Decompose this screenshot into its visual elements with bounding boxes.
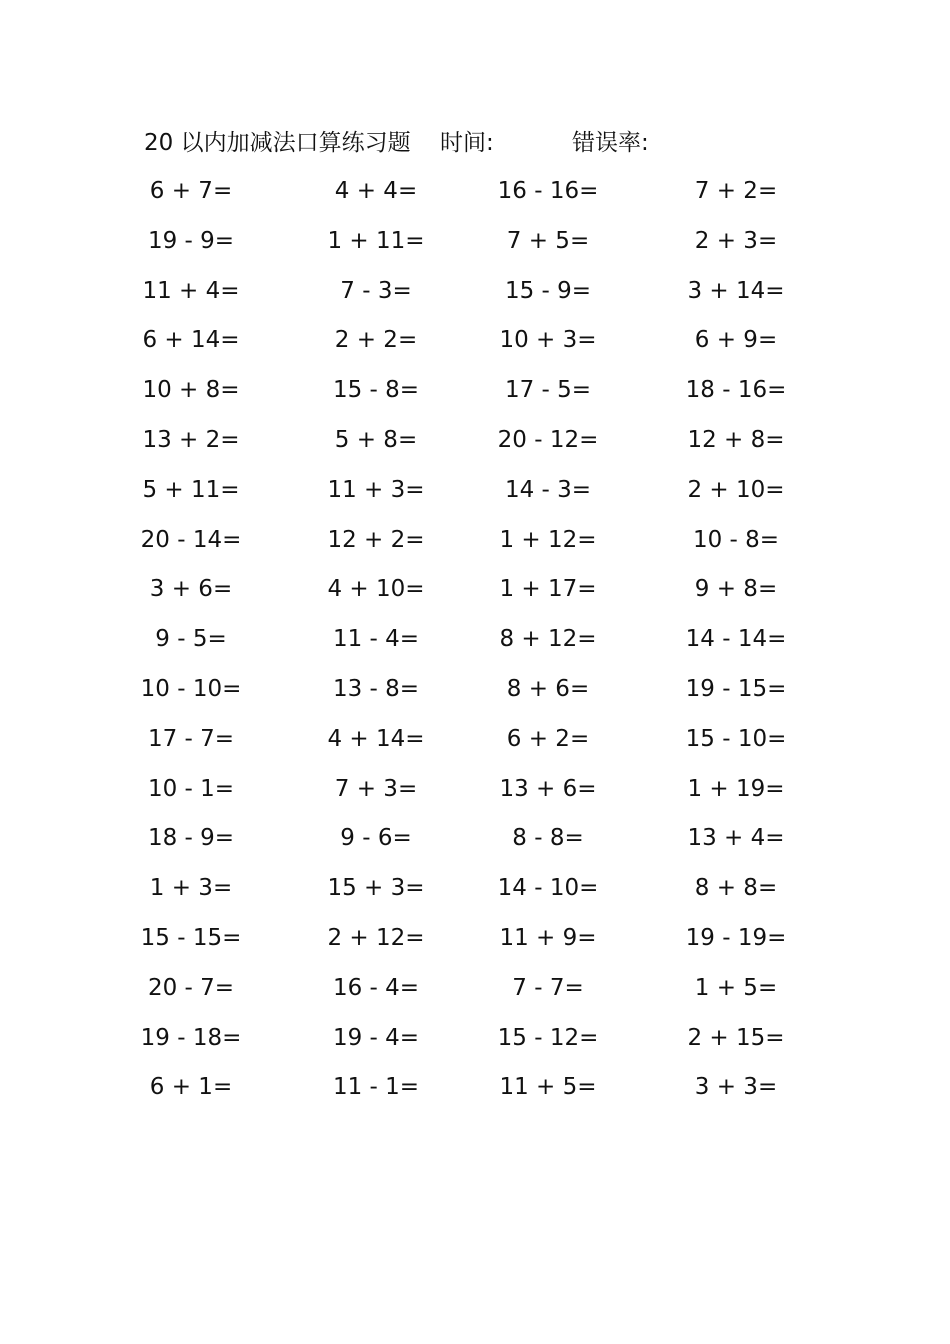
problem-r14-c1: 18 - 9= [147, 825, 235, 851]
problem-r8-c4: 10 - 8= [692, 527, 780, 553]
time-label: 时间: [440, 130, 494, 156]
problem-r5-c3: 17 - 5= [504, 377, 592, 403]
problem-r1-c3: 16 - 16= [497, 178, 599, 204]
problem-r2-c4: 2 + 3= [694, 228, 778, 254]
problem-r14-c3: 8 - 8= [512, 825, 584, 851]
problem-r1-c4: 7 + 2= [694, 178, 778, 204]
problem-r9-c3: 1 + 17= [499, 576, 597, 602]
problem-r17-c2: 16 - 4= [332, 975, 420, 1001]
problem-r10-c2: 11 - 4= [332, 626, 420, 652]
problem-r5-c4: 18 - 16= [685, 377, 787, 403]
problem-r10-c3: 8 + 12= [499, 626, 597, 652]
problem-r9-c1: 3 + 6= [149, 576, 233, 602]
problem-r13-c1: 10 - 1= [147, 776, 235, 802]
problem-r8-c2: 12 + 2= [327, 527, 425, 553]
problem-r8-c1: 20 - 14= [140, 527, 242, 553]
problem-r2-c1: 19 - 9= [147, 228, 235, 254]
problem-r19-c1: 6 + 1= [149, 1074, 233, 1100]
problem-r3-c1: 11 + 4= [142, 278, 240, 304]
problem-r7-c1: 5 + 11= [142, 477, 240, 503]
problem-r16-c3: 11 + 9= [499, 925, 597, 951]
problem-r12-c3: 6 + 2= [506, 726, 590, 752]
problem-r14-c4: 13 + 4= [687, 825, 785, 851]
problem-r7-c4: 2 + 10= [687, 477, 785, 503]
worksheet-title: 20 以内加减法口算练习题 [144, 130, 411, 156]
problem-r19-c4: 3 + 3= [694, 1074, 778, 1100]
problem-r18-c4: 2 + 15= [687, 1025, 785, 1051]
problem-r11-c4: 19 - 15= [685, 676, 787, 702]
problem-r10-c4: 14 - 14= [685, 626, 787, 652]
problem-r1-c1: 6 + 7= [149, 178, 233, 204]
problem-r2-c2: 1 + 11= [327, 228, 425, 254]
error-rate-label: 错误率: [572, 130, 649, 156]
problem-r12-c4: 15 - 10= [685, 726, 787, 752]
problem-r13-c3: 13 + 6= [499, 776, 597, 802]
problem-r4-c3: 10 + 3= [499, 327, 597, 353]
problem-r13-c4: 1 + 19= [687, 776, 785, 802]
problem-r4-c4: 6 + 9= [694, 327, 778, 353]
problem-r4-c2: 2 + 2= [334, 327, 418, 353]
problem-r16-c1: 15 - 15= [140, 925, 242, 951]
problem-r5-c2: 15 - 8= [332, 377, 420, 403]
problem-r3-c4: 3 + 14= [687, 278, 785, 304]
problem-r17-c3: 7 - 7= [512, 975, 584, 1001]
problem-r8-c3: 1 + 12= [499, 527, 597, 553]
problem-r11-c1: 10 - 10= [140, 676, 242, 702]
problem-r5-c1: 10 + 8= [142, 377, 240, 403]
problem-r6-c2: 5 + 8= [334, 427, 418, 453]
problem-r3-c2: 7 - 3= [340, 278, 412, 304]
problem-r1-c2: 4 + 4= [334, 178, 418, 204]
problem-r9-c4: 9 + 8= [694, 576, 778, 602]
problem-r9-c2: 4 + 10= [327, 576, 425, 602]
problem-r2-c3: 7 + 5= [506, 228, 590, 254]
problem-r14-c2: 9 - 6= [340, 825, 412, 851]
problem-r13-c2: 7 + 3= [334, 776, 418, 802]
problem-r19-c2: 11 - 1= [332, 1074, 420, 1100]
problem-r17-c4: 1 + 5= [694, 975, 778, 1001]
problem-r15-c3: 14 - 10= [497, 875, 599, 901]
problem-r15-c2: 15 + 3= [327, 875, 425, 901]
problem-r6-c4: 12 + 8= [687, 427, 785, 453]
problem-r6-c1: 13 + 2= [142, 427, 240, 453]
problem-r3-c3: 15 - 9= [504, 278, 592, 304]
problem-r10-c1: 9 - 5= [155, 626, 227, 652]
problem-r6-c3: 20 - 12= [497, 427, 599, 453]
problem-r19-c3: 11 + 5= [499, 1074, 597, 1100]
problem-r12-c2: 4 + 14= [327, 726, 425, 752]
problem-r15-c1: 1 + 3= [149, 875, 233, 901]
problem-r16-c4: 19 - 19= [685, 925, 787, 951]
problem-r12-c1: 17 - 7= [147, 726, 235, 752]
problem-r7-c3: 14 - 3= [504, 477, 592, 503]
problem-r7-c2: 11 + 3= [327, 477, 425, 503]
problem-r18-c2: 19 - 4= [332, 1025, 420, 1051]
problem-r16-c2: 2 + 12= [327, 925, 425, 951]
problem-r4-c1: 6 + 14= [142, 327, 240, 353]
problem-r18-c3: 15 - 12= [497, 1025, 599, 1051]
problem-r11-c3: 8 + 6= [506, 676, 590, 702]
problem-r18-c1: 19 - 18= [140, 1025, 242, 1051]
problem-r11-c2: 13 - 8= [332, 676, 420, 702]
problem-r17-c1: 20 - 7= [147, 975, 235, 1001]
problem-r15-c4: 8 + 8= [694, 875, 778, 901]
